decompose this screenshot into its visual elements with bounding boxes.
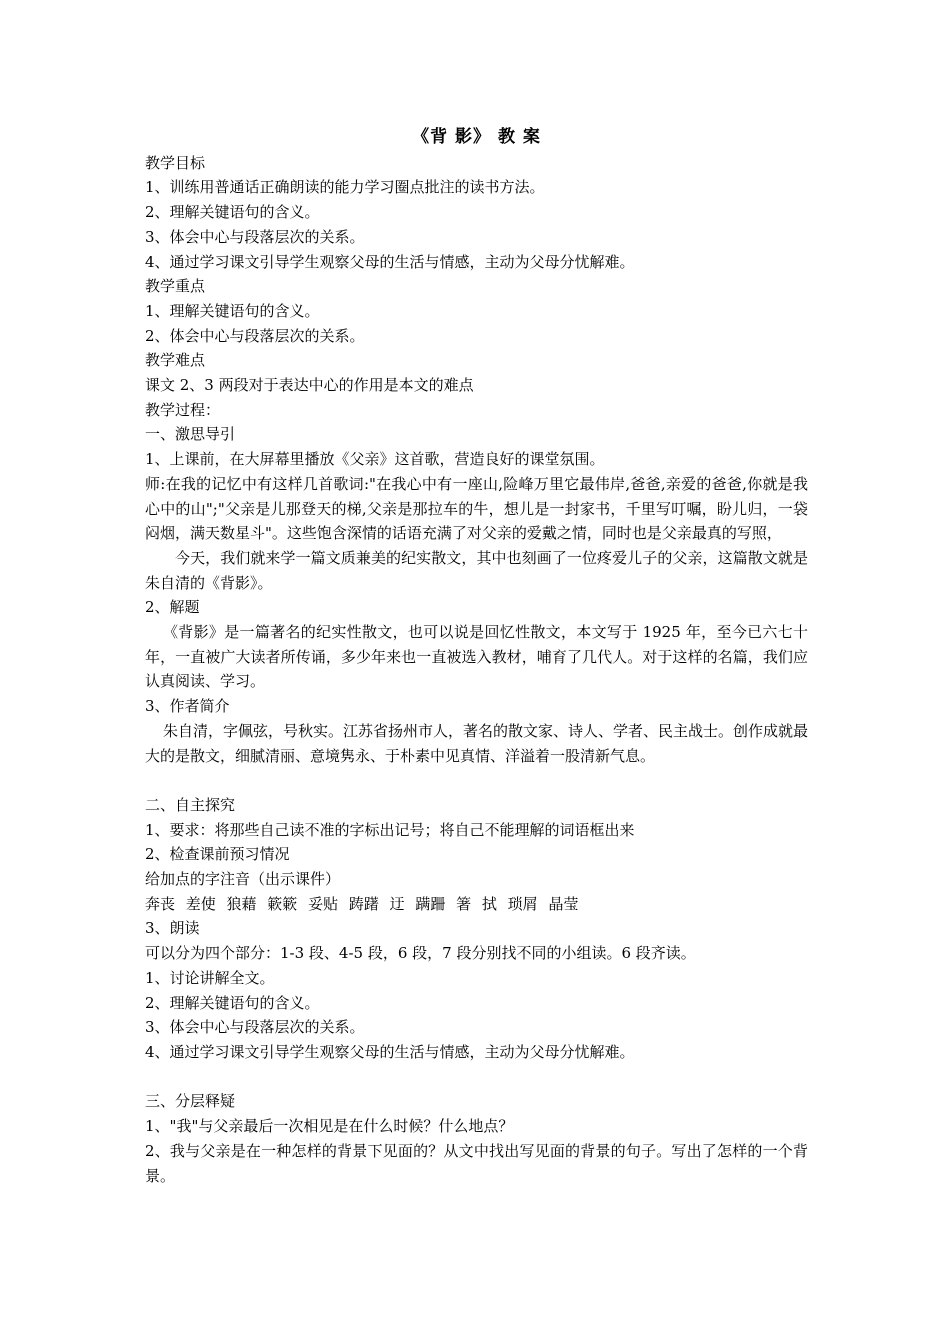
objective-item-2: 2、理解关键语句的含义。 <box>145 203 320 222</box>
author-intro-paragraph: 朱自清，字佩弦，号秋实。江苏省扬州市人，著名的散文家、诗人、学者、民主战士。创作成就最大的是散文，细腻清丽、意境隽永、于朴素中见真情、洋溢着一股清新气息。 <box>145 721 809 765</box>
objective-item-1: 1、训练用普通话正确朗读的能力学习圈点批注的读书方法。 <box>145 178 545 197</box>
intro-step-3-heading: 3、作者简介 <box>145 697 230 716</box>
discussion-item-4: 4、通过学习课文引导学生观察父母的生活与情感，主动为父母分忧解难。 <box>145 1043 635 1061</box>
part-heading-self-study: 二、自主探究 <box>145 795 236 814</box>
self-study-step-2: 2、检查课前预习情况 <box>145 845 290 864</box>
discussion-item-2: 2、理解关键语句的含义。 <box>145 993 320 1012</box>
section-heading-objectives: 教学目标 <box>145 153 206 172</box>
blank-line <box>145 1065 808 1090</box>
section-heading-difficulties: 教学难点 <box>145 351 206 370</box>
section-heading-process: 教学过程： <box>145 400 221 419</box>
objective-item-4: 4、通过学习课文引导学生观察父母的生活与情感，主动为父母分忧解难。 <box>145 252 635 271</box>
objective-item-3: 3、体会中心与段落层次的关系。 <box>145 227 365 246</box>
intro-step-1: 1、上课前，在大屏幕里播放《父亲》这首歌，营造良好的课堂氛围。 <box>145 450 605 469</box>
difficulty-text: 课文 2、3 两段对于表达中心的作用是本文的难点 <box>145 376 474 395</box>
vocabulary-list: 奔丧 差使 狼藉 簌簌 妥贴 踌躇 迂 蹒跚 箸 拭 琐屑 晶莹 <box>145 894 579 913</box>
discussion-item-1: 1、讨论讲解全文。 <box>145 968 275 987</box>
discussion-item-3: 3、体会中心与段落层次的关系。 <box>145 1018 365 1037</box>
question-2: 2、我与父亲是在一种怎样的背景下见面的？从文中找出写见面的背景的句子。写出了怎样的一个背景。 <box>145 1141 808 1185</box>
self-study-step-3: 3、朗读 <box>145 919 200 938</box>
self-study-step-1: 1、要求：将那些自己读不准的字标出记号；将自己不能理解的词语框出来 <box>145 820 635 839</box>
phonetic-instruction: 给加点的字注音（出示课件） <box>145 870 341 889</box>
section-heading-key-points: 教学重点 <box>145 277 206 296</box>
teacher-lyrics-paragraph: 师:在我的记忆中有这样几首歌词:"在我心中有一座山,险峰万里它最伟岸,爸爸,亲爱的爸爸,你就是我心中的山";"父亲是儿那登天的梯,父亲是那拉车的牛，想儿是一封家书，千里写叮嘱，盼儿归，一袋闷烟，满天数星斗"。这些饱含深情的话语充满了对父亲的爱戴之情，同时也是父亲最真的写照， <box>145 474 808 543</box>
document-page <box>145 125 808 1188</box>
key-point-item-2: 2、体会中心与段落层次的关系。 <box>145 326 365 345</box>
reading-arrangement: 可以分为四个部分：1-3 段、4-5 段，6 段，7 段分别找不同的小组读。6 段齐读。 <box>145 944 696 963</box>
part-heading-introduction: 一、激思导引 <box>145 425 236 444</box>
part-heading-layered-questions: 三、分层释疑 <box>145 1092 236 1111</box>
lesson-intro-paragraph: 今天，我们就来学一篇文质兼美的纪实散文，其中也刻画了一位疼爱儿子的父亲，这篇散文就是朱自清的《背影》。 <box>145 548 808 592</box>
title-explanation-paragraph: 《背影》是一篇著名的纪实性散文，也可以说是回忆性散文，本文写于 1925 年，至今已六七十年，一直被广大读者所传诵，多少年来也一直被选入教材，哺育了几代人。对于这样的名篇，我们应认真阅读、学习。 <box>145 623 808 691</box>
question-1: 1、"我"与父亲最后一次相见是在什么时候？什么地点？ <box>145 1117 514 1136</box>
blank-line <box>145 768 808 793</box>
intro-step-2-heading: 2、解题 <box>145 598 200 617</box>
key-point-item-1: 1、理解关键语句的含义。 <box>145 301 320 320</box>
document-title: 《背 影》 教 案 <box>412 127 541 147</box>
